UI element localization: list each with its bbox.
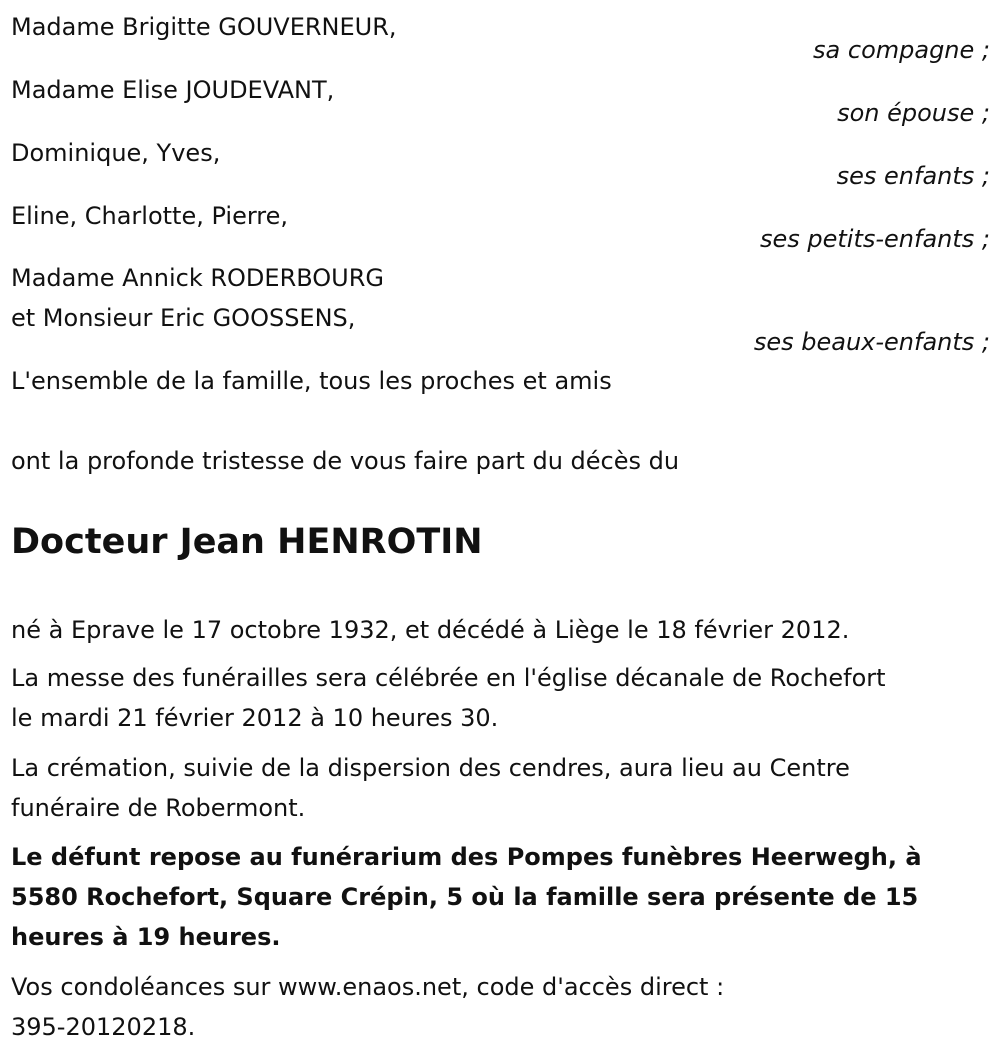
- family-relation: ses petits-enfants ;: [759, 225, 990, 253]
- deceased-name: Docteur Jean HENROTIN: [11, 522, 483, 562]
- ensemble-line: L'ensemble de la famille, tous les proches et amis: [11, 367, 612, 395]
- family-member-name: Madame Brigitte GOUVERNEUR,: [11, 13, 397, 41]
- family-relation: ses beaux-enfants ;: [753, 328, 990, 356]
- repose-line: heures à 19 heures.: [11, 923, 281, 951]
- repose-line: Le défunt repose au funérarium des Pompes funèbres Heerwegh, à: [11, 843, 922, 871]
- announcement-line: ont la profonde tristesse de vous faire part du décès du: [11, 447, 680, 475]
- family-member-name: Madame Annick RODERBOURG: [11, 264, 385, 292]
- family-member-name: Eline, Charlotte, Pierre,: [11, 202, 289, 230]
- family-member-name: et Monsieur Eric GOOSSENS,: [11, 304, 356, 332]
- family-relation: ses enfants ;: [836, 162, 990, 190]
- family-member-name: Madame Elise JOUDEVANT,: [11, 76, 335, 104]
- birth-death-line: né à Eprave le 17 octobre 1932, et décédé à Liège le 18 février 2012.: [11, 616, 850, 644]
- cremation-line: La crémation, suivie de la dispersion des cendres, aura lieu au Centre: [11, 754, 850, 782]
- condolences-line: Vos condoléances sur www.enaos.net, code d'accès direct :: [11, 973, 725, 1001]
- cremation-line: funéraire de Robermont.: [11, 794, 306, 822]
- repose-line: 5580 Rochefort, Square Crépin, 5 où la famille sera présente de 15: [11, 883, 919, 911]
- family-relation: son épouse ;: [837, 99, 990, 127]
- mass-line: le mardi 21 février 2012 à 10 heures 30.: [11, 704, 499, 732]
- family-relation: sa compagne ;: [813, 36, 990, 64]
- mass-line: La messe des funérailles sera célébrée en l'église décanale de Rochefort: [11, 664, 886, 692]
- condolences-line: 395-20120218.: [11, 1013, 196, 1041]
- family-member-name: Dominique, Yves,: [11, 139, 221, 167]
